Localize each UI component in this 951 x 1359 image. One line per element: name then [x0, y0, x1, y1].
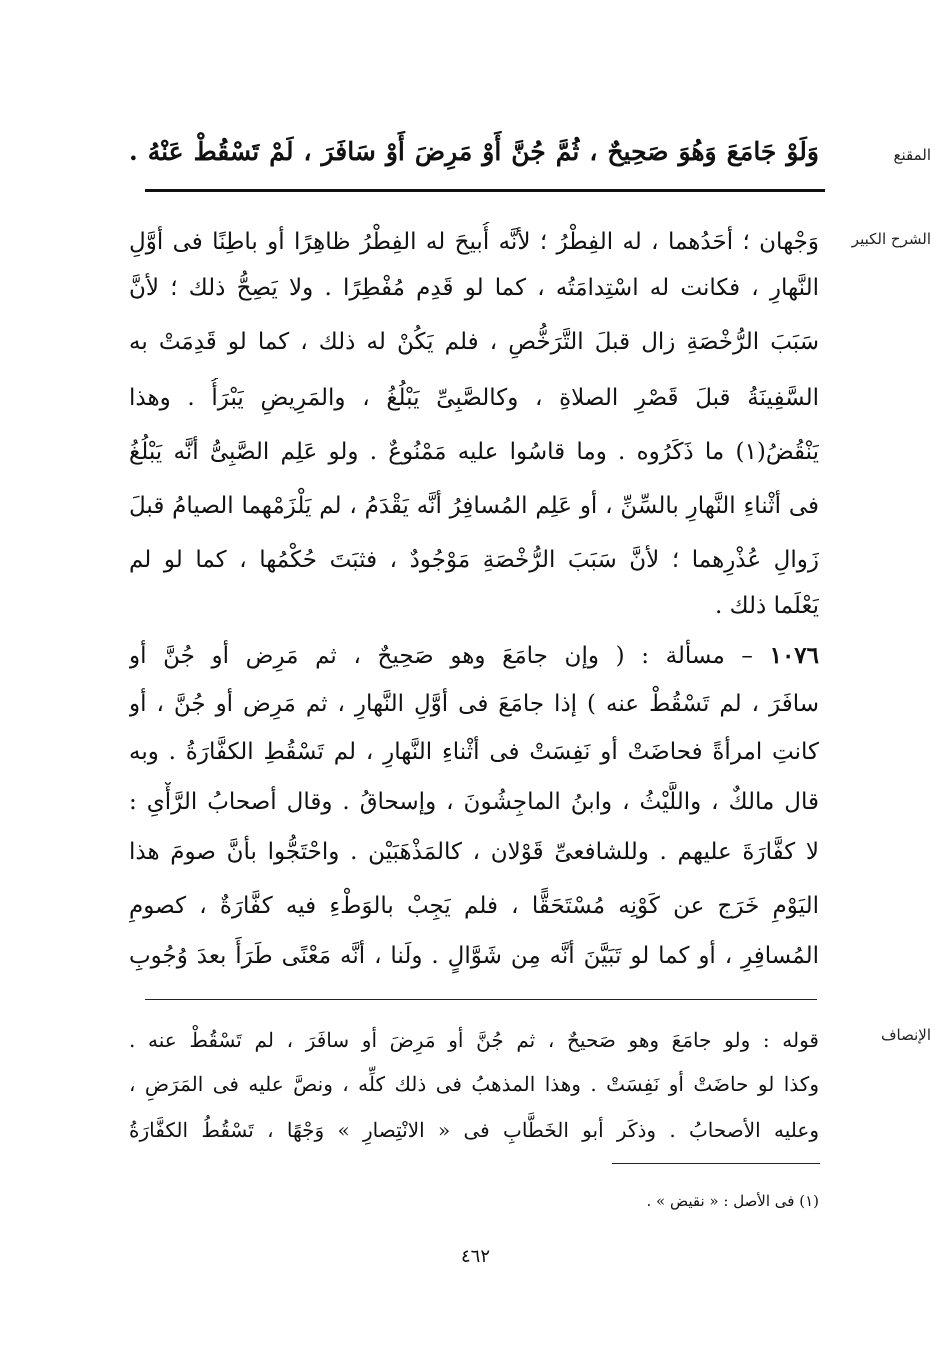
footnote: (١) فى الأصل : « نقيض » . [646, 1192, 819, 1210]
sharh-line: فى أثْناءِ النَّهارِ بالسِّنِّ ، أو عَلِم المُسافِرُ أنَّه يَقْدَمُ ، لم يَلْزَمْهما الصيامُ قبلَ [129, 493, 819, 519]
sharh-text-block [129, 222, 819, 622]
masala-line: لا كفَّارَةَ عليهم . وللشافعىِّ قَوْلان ، كالمَذْهَبَيْن . واحْتَجُّوا بأنَّ صومَ هذا [129, 839, 819, 865]
masala-text-block [129, 636, 819, 976]
insaf-line: وعليه الأصحابُ . وذكَر أبو الخَطَّابِ فى « الانْتِصارِ » وَجْهًا ، تَسْقُطُ الكفَّارَةُ [129, 1118, 819, 1142]
sharh-line: زَوالِ عُذْرِهما ؛ لأنَّ سَبَبَ الرُّخْصَةِ مَوْجُودٌ ، فثبَتَ حُكْمُها ، كما لو لم [129, 547, 819, 573]
muqni-text-block [129, 130, 819, 174]
masala-line: المُسافِرِ ، أو كما لو تَبَيَّنَ أنَّه مِن شَوَّالٍ . ولَنا ، أنَّه مَعْنًى طَرَأَ بعدَ وُجُوبِ [129, 943, 819, 969]
sharh-line: يَعْلَما ذلك . [715, 593, 819, 619]
sharh-line: وَجْهان ؛ أحَدُهما ، له الفِطْرُ ؛ لأنَّه أُبيحَ له الفِطْرُ ظاهِرًا أو باطِنًا فى أوَّلِ [129, 229, 819, 255]
insaf-line: قوله : ولو جامَعَ وهو صَحيحٌ ، ثم جُنَّ أو مَرِضَ أو سافَرَ ، لم تَسْقُطْ عنه . [129, 1028, 819, 1052]
sharh-line: النَّهارِ ، فكانت له اسْتِدامَتُه ، كما لو قَدِم مُفْطِرًا . ولا يَصِحُّ ذلك ؛ لأنَّ [129, 275, 819, 301]
footnote-block [129, 1186, 819, 1216]
section-divider [145, 999, 817, 1000]
footnote-divider [612, 1163, 820, 1164]
sharh-line: السَّفِينَةُ قبلَ قَصْرِ الصلاةِ ، وكالصَّبِىِّ يَبْلُغُ ، والمَرِيضِ يَبْرَأُ . وهذا [129, 385, 819, 411]
insaf-label: الإنصاف [880, 1026, 931, 1044]
muqni-label: المقنع [893, 146, 931, 164]
masala-line [129, 636, 819, 676]
insaf-text-block [129, 1022, 819, 1152]
masala-line: قال مالكٌ ، واللَّيْثُ ، وابنُ الماجِشُونَ ، وإسحاقُ . وقال أصحابُ الرَّأْىِ : [129, 789, 819, 815]
masala-line: اليَوْمِ خَرَج عن كَوْنِه مُسْتَحَقًّا ، فلم يَجِبْ بالوَطْءِ فيه كفَّارَةٌ ، كصومِ [129, 893, 819, 919]
masala-line: كانتِ امرأةً فحاضَتْ أو نَفِسَتْ فى أثْناءِ النَّهارِ ، لم تَسْقُطِ الكفَّارَةُ . وبه [129, 739, 819, 765]
muqni-line: وَلَوْ جَامَعَ وَهُوَ صَحِيحٌ ، ثُمَّ جُنَّ أَوْ مَرِضَ أَوْ سَافَرَ ، لَمْ تَسْقُطْ عَنْهُ . [129, 137, 819, 166]
section-divider [145, 189, 825, 192]
masala-number: ١٠٧٦ [769, 642, 819, 669]
sharh-label: الشرح الكبير [851, 230, 931, 248]
masala-line: سافَرَ ، لم تَسْقُطْ عنه ) إذا جامَعَ فى أوَّلِ النَّهارِ ، ثم مَرِض أو جُنَّ ، أو [129, 691, 819, 717]
sharh-line: يَنْقُضُ(١) ما ذَكَرُوه . وما قاسُوا عليه مَمْنُوعٌ . ولو عَلِم الصَّبِىُّ أنَّه يَبْلُغُ [129, 439, 819, 465]
sharh-line: سَبَبَ الرُّخْصَةِ زال قبلَ التَّرَخُّصِ ، فلم يَكُنْ له ذلك ، كما لو قَدِمَتْ به [129, 329, 819, 355]
page-number: ٤٦٢ [460, 1246, 490, 1267]
masala-line-text: – مسألة : ( وإن جامَعَ وهو صَحِيحٌ ، ثم مَرِض أو جُنَّ أو [129, 643, 753, 669]
insaf-line: وكذا لو حاضَتْ أو نَفِسَتْ . وهذا المذهبُ فى ذلك كلِّه ، ونصَّ عليه فى المَرَضِ ، [129, 1072, 819, 1096]
